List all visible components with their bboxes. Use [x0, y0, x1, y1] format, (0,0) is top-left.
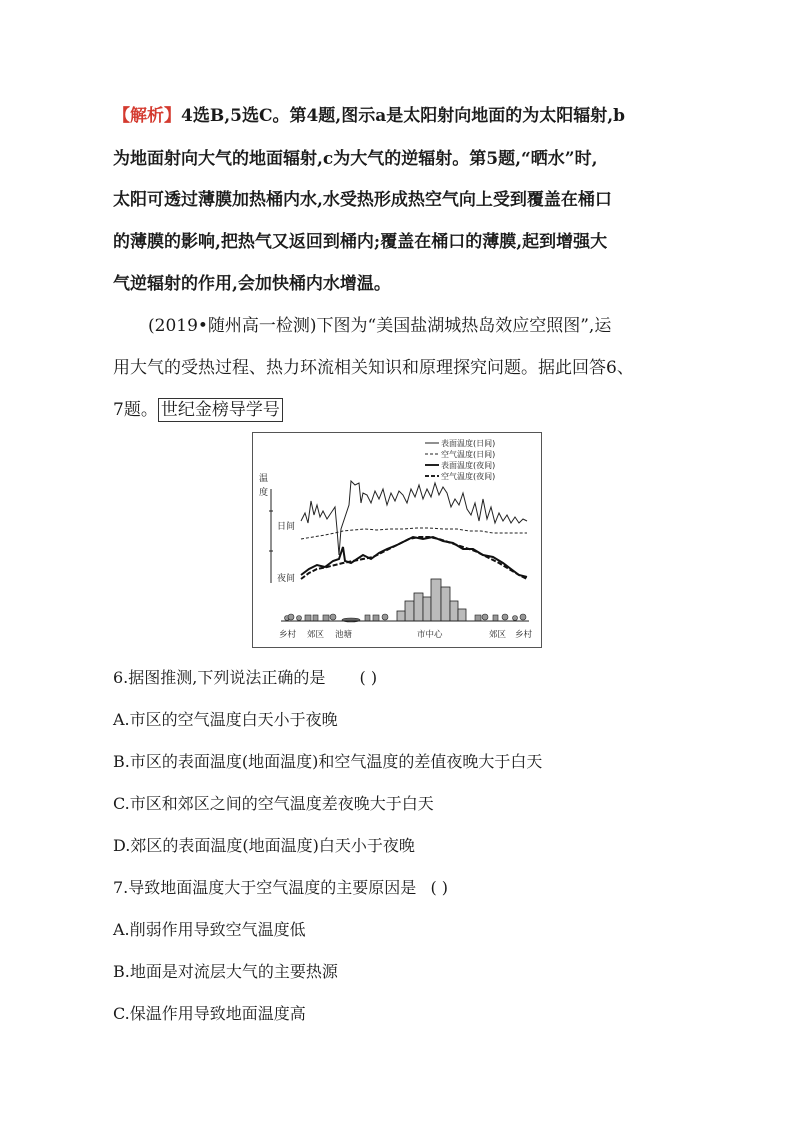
legend-2: 空气温度(日间): [441, 450, 496, 459]
q7-stem-text: 7.导致地面温度大于空气温度的主要原因是: [113, 878, 417, 897]
analysis-line-1: [113, 108, 625, 125]
analysis-line-2: 为地面射向大气的地面辐射,c为大气的逆辐射。第5题,“晒水”时,: [113, 149, 598, 169]
q6-option-a: A.市区的空气温度白天小于夜晚: [113, 710, 338, 729]
y-label-1: 温: [259, 474, 269, 484]
legend-3: 表面温度(夜间): [441, 461, 496, 470]
q7-answer-blank: ( ): [430, 878, 449, 897]
heat-island-chart: [253, 433, 541, 647]
intro-text-3: 7题。: [113, 400, 158, 420]
q6-option-d: D.郊区的表面温度(地面温度)白天小于夜晚: [113, 836, 415, 855]
heat-island-figure: [252, 432, 542, 648]
legend-1: 表面温度(日间): [441, 439, 496, 448]
day-label: 日间: [277, 522, 296, 532]
city-buildings: [397, 579, 466, 621]
intro-line-2: 用大气的受热过程、热力环流相关知识和原理探究问题。据此回答6、: [113, 358, 634, 378]
intro-line-1: (2019•随州高一检测)下图为“美国盐湖城热岛效应空照图”,运: [148, 316, 612, 336]
q7-option-c: C.保温作用导致地面温度高: [113, 1004, 306, 1023]
q6-option-b: B.市区的表面温度(地面温度)和空气温度的差值夜晚大于白天: [113, 752, 543, 771]
q7-option-a: A.削弱作用导致空气温度低: [113, 920, 306, 939]
analysis-line-4: 的薄膜的影响,把热气又返回到桶内;覆盖在桶口的薄膜,起到增强大: [113, 232, 608, 252]
q7-option-b: B.地面是对流层大气的主要热源: [113, 962, 338, 981]
q6-option-c: C.市区和郊区之间的空气温度差夜晚大于白天: [113, 794, 434, 813]
night-label: 夜间: [277, 574, 296, 584]
x-label-rural-left: 乡村: [279, 630, 297, 640]
analysis-text-1: 4选B,5选C。第4题,图示a是太阳射向地面的为太阳辐射,b: [181, 106, 626, 126]
analysis-line-5: 气逆辐射的作用,会加快桶内水增温。: [113, 274, 391, 294]
y-label-2: 度: [259, 488, 269, 498]
legend-4: 空气温度(夜间): [441, 472, 496, 481]
x-label-city-center: 市中心: [417, 630, 443, 640]
surface-temp-day-line: [301, 481, 527, 555]
q7-stem: [113, 880, 448, 896]
q6-stem: [113, 670, 377, 686]
x-label-rural-right: 乡村: [515, 630, 533, 640]
x-label-suburb-right: 郊区: [489, 630, 507, 640]
surface-temp-night-line: [301, 537, 527, 577]
x-label-pond: 池塘: [335, 630, 353, 640]
analysis-tag: 【解析】: [113, 106, 181, 126]
source-badge: 世纪金榜导学号: [158, 398, 283, 422]
analysis-line-3: 太阳可透过薄膜加热桶内水,水受热形成热空气向上受到覆盖在桶口: [113, 190, 612, 210]
q6-answer-blank: ( ): [359, 668, 378, 687]
intro-line-3: [113, 402, 283, 419]
x-label-suburb-left: 郊区: [307, 630, 325, 640]
q6-stem-text: 6.据图推测,下列说法正确的是: [113, 668, 326, 687]
